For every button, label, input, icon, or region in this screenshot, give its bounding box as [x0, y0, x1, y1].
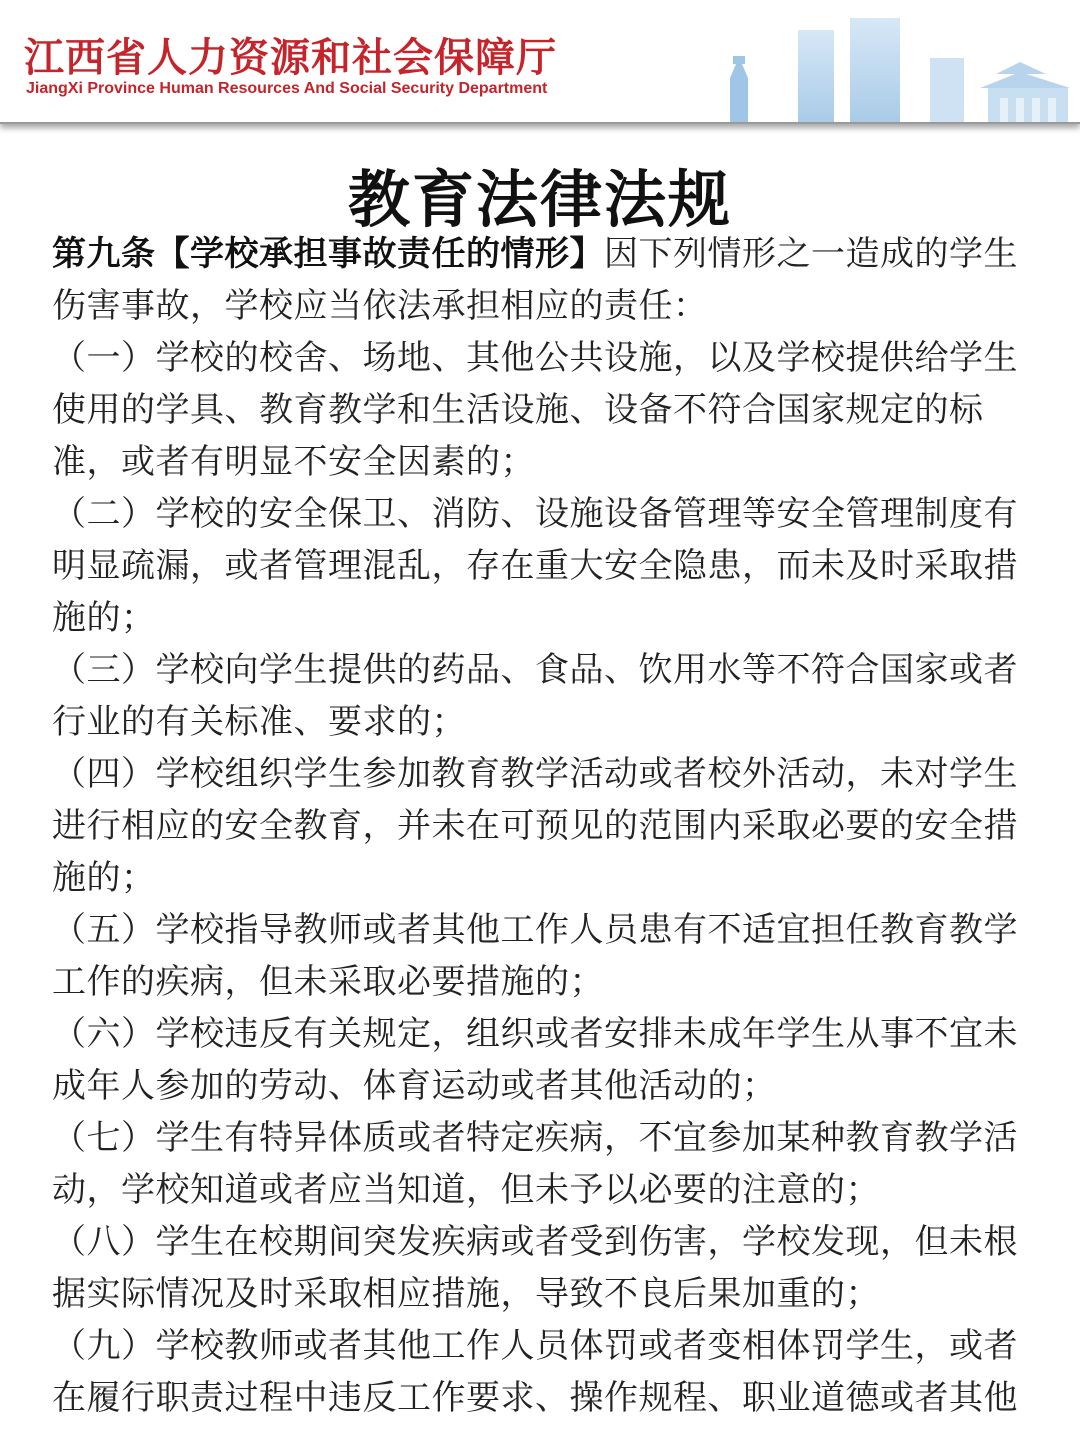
- article-intro: 因下列情形之一造成的学生伤害事故，学校应当依法承担相应的责任：: [52, 234, 1018, 326]
- article-item-1: （一）学校的校舍、场地、其他公共设施，以及学校提供给学生使用的学具、教育教学和生活设施、设备不符合国家规定的标准，或者有明显不安全因素的；: [52, 338, 1018, 482]
- header-banner: [0, 0, 1080, 124]
- article-item-9: （九）学校教师或者其他工作人员体罚或者变相体罚学生，或者在履行职责过程中违反工作要求、操作规程、职业道德或者其他: [52, 1326, 1018, 1418]
- pavilion-door-3: [1032, 98, 1040, 122]
- header-skyline-illustration: [600, 0, 1080, 122]
- building-3: [930, 58, 964, 122]
- article-item-7: （七）学生有特异体质或者特定疾病，不宜参加某种教育教学活动，学校知道或者应当知道，但未予以必要的注意的；: [52, 1118, 1018, 1210]
- page-title: 教育法律法规: [347, 163, 732, 236]
- article-body: [52, 228, 1028, 1424]
- tower-cap: [733, 56, 745, 64]
- article-item-5: （五）学校指导教师或者其他工作人员患有不适宜担任教育教学工作的疾病，但未采取必要措施的；: [52, 910, 1018, 1002]
- pavilion-door-2: [1016, 98, 1024, 122]
- article-item-4: （四）学校组织学生参加教育教学活动或者校外活动，未对学生进行相应的安全教育，并未在可预见的范围内采取必要的安全措施的；: [52, 754, 1018, 898]
- pavilion-roof-top: [996, 62, 1046, 74]
- pavilion-door-1: [1000, 98, 1008, 122]
- building-2: [850, 18, 900, 122]
- article-item-2: （二）学校的安全保卫、消防、设施设备管理等安全管理制度有明显疏漏，或者管理混乱，存在重大安全隐患，而未及时采取措施的；: [52, 494, 1018, 638]
- article-item-6: （六）学校违反有关规定，组织或者安排未成年学生从事不宜未成年人参加的劳动、体育运动或者其他活动的；: [52, 1014, 1018, 1106]
- article-item-3: （三）学校向学生提供的药品、食品、饮用水等不符合国家或者行业的有关标准、要求的；: [52, 650, 1018, 742]
- org-name-cn: 江西省人力资源和社会保障厅: [24, 35, 557, 81]
- article-item-8: （八）学生在校期间突发疾病或者受到伤害，学校发现，但未根据实际情况及时采取相应措施，导致不良后果加重的；: [52, 1222, 1018, 1314]
- building-1: [798, 30, 834, 122]
- tower-silhouette: [730, 64, 748, 122]
- org-name-en: JiangXi Province Human Resources And Social Security Department: [26, 80, 548, 97]
- article-intro-paragraph: [52, 228, 1028, 332]
- pavilion-roof: [980, 72, 1070, 88]
- pavilion-door-4: [1048, 98, 1056, 122]
- article-heading: 第九条【学校承担事故责任的情形】: [52, 234, 604, 274]
